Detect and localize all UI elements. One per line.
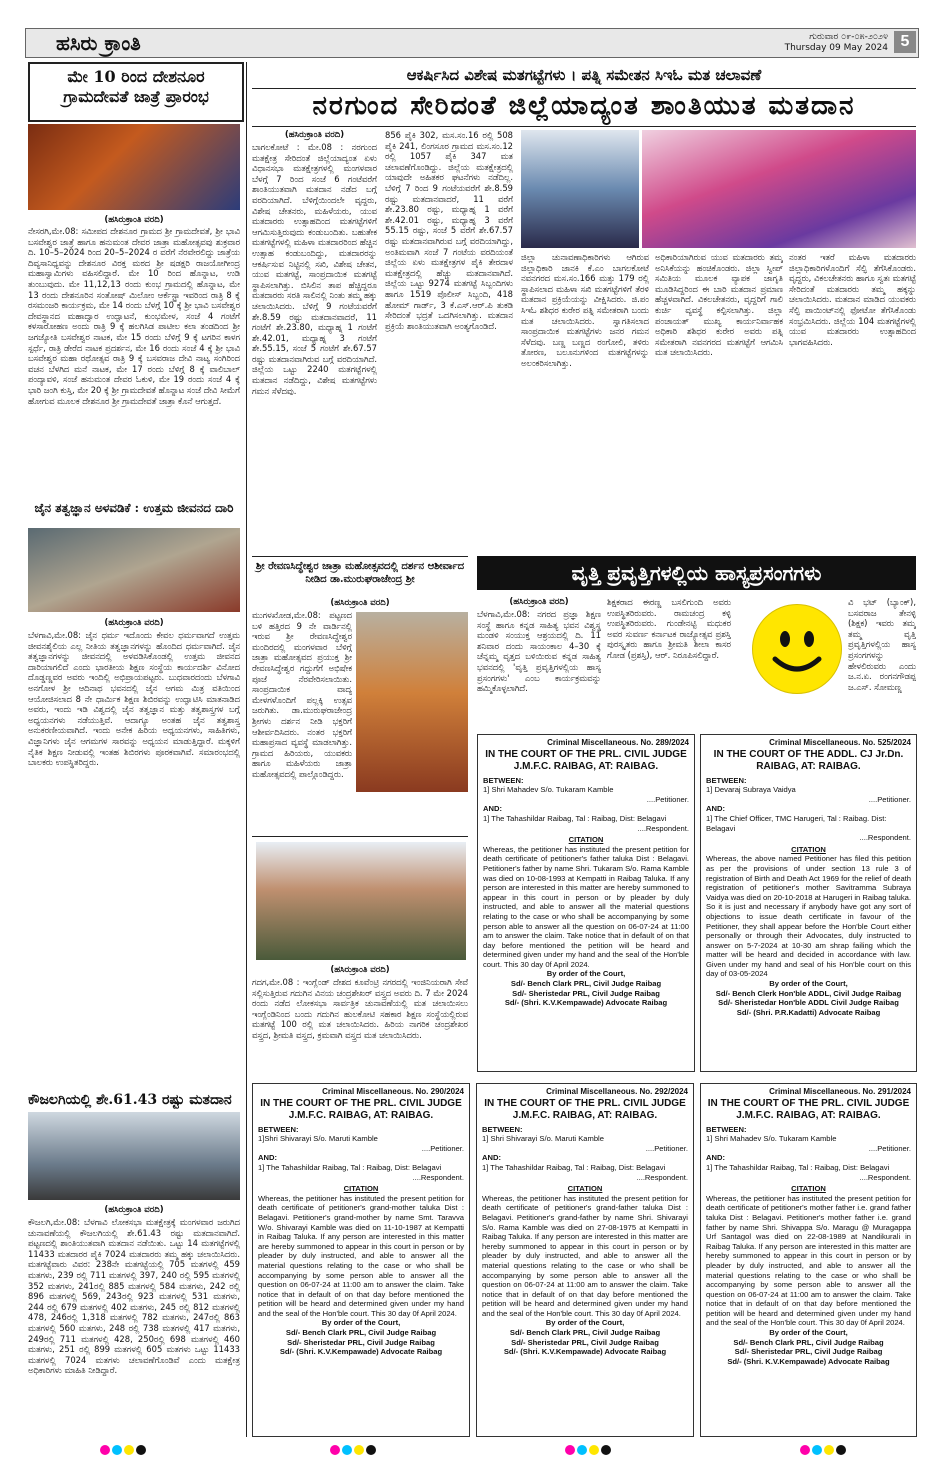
signature-right: Sd/- Sheristedar Hon'ble ADDL Civil Judge Raibag	[718, 998, 899, 1008]
article-body: ಕೌಜಲಗಿ,ಮೇ.08: ಬೆಳಗಾವಿ ಲೋಕಸಭಾ ಮತಕ್ಷೇತ್ರಕ್ಕೆ ಮಂಗಳವಾರ ಜರುಗಿದ ಚುನಾವಣೆಯಲ್ಲಿ ಕೌಜಲಗಿಯಲ್ಲಿ ಶೇ.61.43 ರಷ್ಟು ಮತದಾನವಾಗಿದೆ. ಪಟ್ಟಣದಲ್ಲಿ ಶಾಂತಿಯುತವಾಗಿ ಮತದಾನ ನಡೆಯಿತು. ಒಟ್ಟು 14 ಮತಗಟ್ಟೆಗಳಲ್ಲಿ 11433 ಮತದಾರರ ಪೈಕಿ 7024 ಮತದಾರರು ತಮ್ಮ ಹಕ್ಕು ಚಲಾಯಿಸಿದರು. ಮತಗಟ್ಟೆವಾರು ವಿವರ: 238ನೇ ಮತಗಟ್ಟೆಯಲ್ಲಿ 705 ಮತಗಳಲ್ಲಿ 459 ಮತಗಳು, 239 ರಲ್ಲಿ 711 ಮತಗಳಲ್ಲಿ 397, 240 ರಲ್ಲಿ 595 ಮತಗಳಲ್ಲಿ 352 ಮತಗಳು, 241ರಲ್ಲಿ 885 ಮತಗಳಲ್ಲಿ 584 ಮತಗಳು, 242 ರಲ್ಲಿ 896 ಮತಗಳಲ್ಲಿ 569, 243ರಲ್ಲಿ 923 ಮತಗಳಲ್ಲಿ 531 ಮತಗಳು, 244 ರಲ್ಲಿ 679 ಮತಗಳಲ್ಲಿ 402 ಮತಗಳು, 245 ರಲ್ಲಿ 812 ಮತಗಳಲ್ಲಿ 478, 246ರಲ್ಲಿ 1,318 ಮತಗಳಲ್ಲಿ 782 ಮತಗಳು, 247ರಲ್ಲಿ 863 ಮತಗಳಲ್ಲಿ 560 ಮತಗಳು, 248 ರಲ್ಲಿ 738 ಮತಗಳಲ್ಲಿ 417 ಮತಗಳು, 249ರಲ್ಲಿ 711 ಮತಗಳಲ್ಲಿ 428, 250ರಲ್ಲಿ 698 ಮತಗಳಲ್ಲಿ 460 ಮತಗಳು, 251 ರಲ್ಲಿ 899 ಮತಗಳಲ್ಲಿ 605 ಮತಗಳು ಒಟ್ಟು 11433 ಮತಗಳಲ್ಲಿ 7024 ಮತಗಳು ಚಲಾವಣೆಗೊಂಡಿವೆ ಎಂದು ಮತಕ್ಷೇತ್ರ ಅಧಿಕಾರಿಗಳು ಮಾಹಿತಿ ನೀಡಿದ್ದಾರೆ.	[28, 1217, 240, 1376]
cyan-dot	[812, 1445, 822, 1455]
rule	[252, 126, 916, 127]
voters-group-photo	[28, 1112, 240, 1200]
citation-label: CITATION	[791, 1184, 826, 1194]
signature-right: Sd/- Sheristedar PRL, Civil Judge Raibag	[512, 988, 660, 998]
rule	[252, 88, 916, 89]
between-label: BETWEEN:	[483, 775, 524, 785]
advocate-signature: Sd/- (Shri. K.V.Kempawade) Advocate Raibag	[504, 998, 668, 1008]
between-label: BETWEEN:	[482, 1124, 523, 1134]
respondent-name: 1] The Tahashildar Raibag, Tal : Raibag, Dist: Belagavi	[706, 1162, 890, 1172]
respondent-role: ....Respondent.	[636, 1172, 688, 1182]
and-label: AND:	[706, 1153, 725, 1163]
women-voters-photo	[642, 130, 916, 248]
page-number: 5	[894, 31, 916, 53]
petitioner-name: 1] Devaraj Subraya Vaidya	[706, 785, 796, 795]
issue-date	[785, 32, 888, 54]
left-story1-headline	[28, 62, 244, 122]
byline: (ಹಸಿರುಕ್ರಾಂತಿ ವರದಿ)	[104, 1205, 164, 1215]
signature-left: Sd/- Bench Clerk Hon'ble ADDL, Civil Judge Raibag	[715, 988, 902, 998]
citation-text: Whereas, the above named Petitioner has filed this petition as per the provisions of under section 13 rule 3 of registration of Birth and Death Act 1969 for the relief of death registration of petitioner's mother Savitramma Subraya Vaidya was died on 20-10-2018 at Harugeri in Raibag taluka. So it is just and necessary if anybody have got any sort of objections to issue death certificate in favour of the Petitioner, they shall appear before the Hon'ble Court either personally or through their Advocates, duly instructed to answer on 5-7-2024 at 10-30 am shrap failing which the matter will be heard and decided in accordance with law. Given under my hand and seal of his Hon'ble court on this day of 03-05-2024	[706, 854, 911, 979]
signature-left: Sd/- Bench Clark PRL, Civil Judge Raibag	[509, 1328, 661, 1338]
black-dot	[136, 1445, 146, 1455]
swamiji-photo	[356, 612, 468, 792]
humor-headline: ವೃತ್ತಿ ಪ್ರವೃತ್ತಿಗಳಲ್ಲಿಯ ಹಾಸ್ಯಪ್ರಸಂಗಗಳು	[477, 556, 916, 590]
article-body: ಜಿಲ್ಲಾ ಚುನಾವಣಾಧಿಕಾರಿಗಳು ಆಗಿರುವ ಜಿಲ್ಲಾಧಿಕಾರಿ ಜಾನಕಿ ಕೆ.ಎಂ ಬಾಗಲಕೋಟೆ ನವನಗರದ ಮಸ.ಸಂ.166 ಮತ್ತು 179 ರಲ್ಲಿ ಸ್ಥಾಪಿಸಲಾದ ಮಹಿಳಾ ಸಖಿ ಮತಗಟ್ಟೆಗಳಿಗೆ ತೆರಳಿ ಮತದಾನ ಪ್ರಕ್ರಿಯೆಯನ್ನು ವೀಕ್ಷಿಸಿದರು. ಜಿ.ಪಂ ಸಿಇಓ ಶಶಿಧರ ಕುರೇರ ಪತ್ನಿ ಸಮೇತರಾಗಿ ಬಂದು ಮತ ಚಲಾಯಿಸಿದರು. ಸ್ವಾಗತಿಸಲಾದ ಸಾಂಪ್ರದಾಯಿಕ ಮತಗಟ್ಟೆಗಳು ಜನರ ಗಮನ ಸೆಳೆದವು. ಬಣ್ಣ ಬಣ್ಣದ ರಂಗೋಲಿ, ತಳಿರು ತೋರಣ, ಬಲೂನುಗಳಿಂದ ಮತಗಟ್ಟೆಗಳನ್ನು ಅಲಂಕರಿಸಲಾಗಿತ್ತು.	[521, 252, 649, 368]
order-line: By order of the Court,	[546, 969, 626, 979]
legal-notice	[252, 1083, 470, 1437]
jain-event-photo	[28, 528, 240, 612]
citation-label: CITATION	[568, 835, 604, 845]
article-body: ಗದಗ,ಮೇ.08 : ಇಂಗ್ಲೆಂಡ್ ದೇಶದ ಕೂವೆಂಟ್ರಿ ನಗರದಲ್ಲಿ ಇಂಜಿನಿಯರಾಗಿ ಸೇವೆ ಸಲ್ಲಿಸುತ್ತಿರುವ ಗದುಗಿನ ವಿನಯ ಚಂದ್ರಶೇಖರ್ ವಸ್ತ್ರದ ಅವರು ದಿ. 7 ಮೇ 2024 ರಂದು ನಡೆದ ಲೋಕಸಭಾ ಸಾರ್ವತ್ರಿಕ ಚುನಾವಣೆಯಲ್ಲಿ ಮತ ಚಲಾಯಿಸಲು ಇಂಗ್ಲೆಂಡಿನಿಂದ ಬಂದು ಗದುಗಿನ ಹುಲಕೋಟಿ ಸಹಕಾರ ಶಿಕ್ಷಣ ಸಂಸ್ಥೆಯಲ್ಲಿರುವ ಮತಗಟ್ಟೆ 100 ರಲ್ಲಿ ಮತ ಚಲಾಯಿಸಿದರು. ಹಿರಿಯ ನಾಗರಿಕ ಚಂದ್ರಶೇಖರ ವಸ್ತ್ರದ, ಶ್ರೀಮತಿ ವಸ್ತ್ರದ, ಕ್ರಮವಾಗಿ ವಸ್ತ್ರದ ಮತ ಚಲಾಯಿಸಿದರು.	[252, 977, 468, 1040]
article-body: ಬೆಳಗಾವಿ,ಮೇ.08: ಜೈನ ಧರ್ಮ ಇದೊಂದು ಕೇವಲ ಧರ್ಮವಾಗದೆ ಉತ್ತಮ ಜೀವನಶೈಲಿಯ ಎಲ್ಲ ನೀತಿಯ ತತ್ವಜ್ಞಾನಗಳನ್ನು ಹೊಂದಿದ ಧರ್ಮವಾಗಿದೆ. ಜೈನ ತತ್ವಜ್ಞಾನಗಳನ್ನು ಜೀವನದಲ್ಲಿ ಅಳವಡಿಸಿಕೊಂಡಲ್ಲಿ ಉತ್ತಮ ಜೀವನದ ದಾರಿಯಾಗಲಿದೆ ಎಂದು ಭಾರತೀಯ ಶಿಕ್ಷಣ ಸಂಸ್ಥೆಯ ಕಾರ್ಯದರ್ಶಿ ವಿನೋದ ದೊಡ್ಡಣ್ಣವರ ಅವರು ಇಂದಿಲ್ಲಿ ಅಭಿಪ್ರಾಯಪಟ್ಟರು. ಬುಧವಾರದಂದು ಬೆಳಗಾವಿ ಅನಗೋಳ ಶ್ರೀ ಆದಿನಾಥ ಭವನದಲ್ಲಿ ಜೈನ ಆಗಮ ಮಿತ್ರ ವತಿಯಿಂದ ಆಯೋಜಿಸಲಾದ 8 ನೇ ಧಾರ್ಮಿಕ ಶಿಕ್ಷಣ ಶಿಬಿರವನ್ನು ಉದ್ಘಾಟಿಸಿ ಮಾತನಾಡಿದ ಅವರು, ಇಂದು ಇಡಿ ವಿಶ್ವದಲ್ಲಿ ಜೈನ ತತ್ವಜ್ಞಾನ ಮತ್ತು ತತ್ವಶಾಸ್ತ್ರಗಳ ಬಗ್ಗೆ ಅಧ್ಯಯನಗಳು ನಡೆಯುತ್ತಿವೆ. ಆದಾಗ್ಯೂ ಅಂತಹ ಜೈನ ತತ್ವಶಾಸ್ತ್ರ ಅನುಕರಣೀಯವಾಗಿದೆ. ಇಂದು ಅನೇಕ ಹಿರಿಯ ಅಧ್ಯಯನಗಳು, ಸಾಹಿತಿಗಳು, ವಿಜ್ಞಾನಿಗಳು ಜೈನ ಆಗಮಗಳ ಸಾರವನ್ನು ಅಧ್ಯಯನ ಮಾಡುತ್ತಿದ್ದಾರೆ. ಮಕ್ಕಳಿಗೆ ನೈತಿಕ ಶಿಕ್ಷಣ ನೀಡುವಲ್ಲಿ ಇಂತಹ ಶಿಬಿರಗಳು ಪೂರಕವಾಗಿವೆ. ಸಮಾರಂಭದಲ್ಲಿ ಬಾಲಕರು ಉಪಸ್ಥಿತರಿದ್ದರು.	[28, 630, 240, 768]
petitioner-role: ....Petitioner.	[645, 1143, 688, 1153]
byline: (ಹಸಿರುಕ್ರಾಂತಿ ವರದಿ)	[330, 598, 390, 608]
between-label: BETWEEN:	[258, 1124, 299, 1134]
citation-text: Whereas, the petitioner has instituted the present petition for death certificate of petitioner's grand-father taluka Dist : Belagavi. Petitioner's grand-father by name Shri. Shivarayi S/o. Rama Kamble was died on 27-08-1975 at Kempatti in Raibag Taluka. If any person are interested in this matter are hereby summoned to appear in this court in person or by pleader by duly instructed, and able to answer all the material questions relating to the case or who shall be accompanying by some person able to answer all the question on 06-07-24 at 11:00 am to answer the claim. Take notice that in default of on that day before mentioned the petition will be heard and determined given under my hand and the seal of the Hon'ble court. This 30 day 0f April 2024.	[482, 1193, 688, 1318]
court-name: IN THE COURT OF THE ADDL. CJ Jr.Dn. RAIBAG, AT: RAIBAG.	[713, 748, 904, 772]
and-label: AND:	[482, 1153, 501, 1163]
lead-headline: ನರಗುಂದ ಸೇರಿದಂತೆ ಜಿಲ್ಲೆಯಾದ್ಯಂತ ಶಾಂತಿಯುತ ಮತದಾನ	[312, 91, 856, 121]
magenta-dot	[330, 1445, 340, 1455]
byline: (ಹಸಿರುಕ್ರಾಂತಿ ವರದಿ)	[330, 965, 390, 975]
black-dot	[601, 1445, 611, 1455]
respondent-role: ....Respondent.	[412, 1172, 464, 1182]
left-story2-headline: ಜೈನ ತತ್ವಜ್ಞಾನ ಅಳವಡಿಕೆ : ಉತ್ತಮ ಜೀವನದ ದಾರಿ	[34, 501, 234, 515]
article-body: ಶಿಕ್ಷಕರಾದ ಈರಣ್ಣ ಬಸಲಿಗುಂದಿ ಅವರು ಉಪಸ್ಥಿತರಿರುವರು. ರಾಮಚಂದ್ರ ಕಳ್ಳಿ ಉಪಸ್ಥಿತರಿರುವರು. ಗುಂಡೇನಟ್ಟಿ ಮಧುಕರ ಅವರ ಸುವರ್ಣ ಕರ್ನಾಟಕ ರಾಜ್ಯೋತ್ಸವ ಪ್ರಶಸ್ತಿ ಪುರಸ್ಕೃತರು ಹಾಗೂ ಶ್ರೀಮತಿ ಶೀಲಾ ಕಾಸರ ಗೋಡ (ಪ್ರಶಸ್ತಿ), ಆರ್. ನಿರೂಪಿಸಲಿದ್ದಾರೆ.	[607, 597, 731, 660]
petitioner-name: 1] Shri Mahadev S/o. Tukaram Kamble	[706, 1134, 837, 1144]
legal-notice	[700, 1083, 917, 1437]
case-number: Criminal Miscellaneous. No. 525/2024	[769, 738, 911, 747]
advocate-signature: Sd/- (Shri. P.R.Kadatti) Advocate Raibag	[736, 1007, 881, 1017]
article-body: ಮುಗಳಖೋಡ,ಮೇ.08: ಪಟ್ಟಣದ ಬಳಿ ಹತ್ತಿರದ 9 ನೇ ವಾರ್ಡಿನಲ್ಲಿ ಇರುವ ಶ್ರೀ ರೇವಣಸಿದ್ಧೇಶ್ವರ ಮಂದಿರದಲ್ಲಿ ಮಂಗಳವಾರ ಬೆಳಿಗ್ಗೆ ಜಾತ್ರಾ ಮಹೋತ್ಸವದ ಪ್ರಯುಕ್ತ ಶ್ರೀ ರೇವಣಸಿದ್ಧೇಶ್ವರ ಗದ್ದುಗೆಗೆ ಅಭಿಷೇಕ ಪೂಜೆ ನೆರವೇರಿಸಲಾಯಿತು. ಸಾಂಪ್ರದಾಯಿಕ ವಾದ್ಯ ಮೇಳಗಳೊಂದಿಗೆ ಪಲ್ಲಕ್ಕಿ ಉತ್ಸವ ಜರುಗಿತು. ಡಾ.ಮುರುಘರಾಜೇಂದ್ರ ಶ್ರೀಗಳು ದರ್ಶನ ನೀಡಿ ಭಕ್ತರಿಗೆ ಆಶೀರ್ವದಿಸಿದರು. ನಂತರ ಭಕ್ತರಿಗೆ ಮಹಾಪ್ರಸಾದ ವ್ಯವಸ್ಥೆ ಮಾಡಲಾಗಿತ್ತು. ಗ್ರಾಮದ ಹಿರಿಯರು, ಯುವಕರು ಹಾಗೂ ಮಹಿಳೆಯರು ಜಾತ್ರಾ ಮಹೋತ್ಸವದಲ್ಲಿ ಪಾಲ್ಗೊಂಡಿದ್ದರು.	[252, 610, 352, 779]
registration-marks	[330, 1440, 390, 1452]
headline-line: ಗ್ರಾಮದೇವತೆ ಜಾತ್ರೆ ಪ್ರಾರಂಭ	[63, 87, 209, 106]
court-name: IN THE COURT OF THE PRL. CIVIL JUDGE J.M.F.C. RAIBAG, AT: RAIBAG.	[707, 1097, 910, 1121]
signature-left: Sd/- Bench Clark PRL, Civil Judge Raibag	[510, 979, 662, 989]
cyan-dot	[112, 1445, 122, 1455]
article-body: 856 ಪೈಕಿ 302, ಮಸ.ಸಂ.16 ರಲ್ಲಿ 508 ಪೈಕಿ 241, ಲಿಂಗಸೂರ ಗ್ರಾಮದ ಮಸ.ಸಂ.12 ರಲ್ಲಿ 1057 ಪೈಕಿ 347 ಮತ ಚಲಾವಣೆಗೊಂಡಿದ್ದು. ಜಿಲ್ಲೆಯ ಮತಕ್ಷೇತ್ರದಲ್ಲಿ ಯಾವುದೇ ಅಹಿತಕರ ಘಟನೆಗಳು ನಡೆದಿಲ್ಲ. ಬೆಳಿಗ್ಗೆ 7 ರಿಂದ 9 ಗಂಟೆಯವರೆಗೆ ಶೇ.8.59 ರಷ್ಟು ಮತದಾನವಾದರೆ, 11 ವರೆಗೆ ಶೇ.23.80 ರಷ್ಟು, ಮಧ್ಯಾಹ್ನ 1 ವರೆಗೆ ಶೇ.42.01 ರಷ್ಟು, ಮಧ್ಯಾಹ್ನ 3 ವರೆಗೆ 55.15 ರಷ್ಟು, ಸಂಜೆ 5 ವರೆಗೆ ಶೇ.67.57 ರಷ್ಟು ಮತದಾನವಾಗಿರುವ ಬಗ್ಗೆ ವರದಿಯಾಗಿದ್ದು, ಅಂತಿಮವಾಗಿ ಸಂಜೆ 7 ಗಂಟೆಯ ವರದಿಯಂತೆ ಜಿಲ್ಲೆಯ ಏಳು ಮತಕ್ಷೇತ್ರಗಳ ಪೈಕಿ ತೇರದಾಳ ಮತಕ್ಷೇತ್ರದಲ್ಲಿ ಹೆಚ್ಚು ಮತದಾನವಾಗಿದೆ. ಜಿಲ್ಲೆಯ ಒಟ್ಟು 9274 ಮತಗಟ್ಟೆ ಸಿಬ್ಬಂದಿಗಳು ಹಾಗೂ 1519 ಪೊಲೀಸ್ ಸಿಬ್ಬಂದಿ, 418 ಹೋಮ್ ಗಾರ್ಡ್, 3 ಕೆ.ಎಸ್.ಆರ್.ಪಿ ತುಕಡಿ ಸೇರಿದಂತೆ ಭದ್ರತೆ ಒದಗಿಸಲಾಗಿತ್ತು. ಮತದಾನ ಪ್ರಕ್ರಿಯೆ ಶಾಂತಿಯುತವಾಗಿ ಅಂತ್ಯಗೊಂಡಿದೆ.	[385, 130, 513, 331]
court-name: IN THE COURT OF THE PRL. CIVIL JUDGE J.M.F.C. RAIBAG, AT: RAIBAG.	[485, 748, 687, 772]
advocate-signature: Sd/- (Shri. K.V.Kempawade) Advocate Raibag	[279, 1347, 443, 1357]
left-story3-headline: ಕೌಜಲಗಿಯಲ್ಲಿ ಶೇ.61.43 ರಷ್ಟು ಮತದಾನ	[28, 1092, 232, 1108]
masthead	[25, 28, 919, 58]
family-voters-photo	[256, 842, 466, 960]
article-body: ಬೆಳಗಾವಿ,ಮೇ.08: ನಗರದ ಪ್ರಜ್ಞಾ ಶಿಕ್ಷಣ ಸಂಸ್ಥೆ ಹಾಗೂ ಕನ್ನಡ ಸಾಹಿತ್ಯ ಭವನ ವಿಶ್ವಸ್ಥ ಮಂಡಳಿ ಸಂಯುಕ್ತ ಆಶ್ರಯದಲ್ಲಿ ದಿ. 11 ಶನಿವಾರ ದಂದು ಸಾಯಂಕಾಲ 4–30 ಕ್ಕೆ ಚೆನ್ನಮ್ಮ ವೃತ್ತದ ಬಳಿಯಿರುವ ಕನ್ನಡ ಸಾಹಿತ್ಯ ಭವನದಲ್ಲಿ 'ವೃತ್ತಿ ಪ್ರವೃತ್ತಿಗಳಲ್ಲಿಯ ಹಾಸ್ಯ ಪ್ರಸಂಗಗಳು' ಎಂಬ ಕಾರ್ಯಕ್ರಮವನ್ನು ಹಮ್ಮಿಕೊಳ್ಳಲಾಗಿದೆ.	[477, 609, 601, 694]
rule	[252, 836, 468, 837]
citation-label: CITATION	[791, 844, 826, 854]
signature-right: Sd/- Sheristedar PRL, Civil Judge Raibag	[287, 1337, 435, 1347]
petitioner-role: ....Petitioner.	[421, 1143, 464, 1153]
registration-marks	[565, 1440, 625, 1452]
petitioner-name: 1]Shri Shivarayi S/o. Maruti Kamble	[258, 1134, 378, 1144]
temple-deity-photo	[28, 124, 240, 210]
citation-label: CITATION	[343, 1184, 379, 1194]
respondent-name: 1] The Tahashildar Raibag, Tal : Raibag, Dist: Belagavi	[258, 1162, 442, 1172]
ceo-couple-photo	[521, 130, 639, 248]
magenta-dot	[100, 1445, 110, 1455]
revana-headline: ಶ್ರೀ ರೇವಣಸಿದ್ಧೇಶ್ವರ ಜಾತ್ರಾ ಮಹೋತ್ಸವದಲ್ಲಿ ದರ್ಶನ ಆಶೀರ್ವಾದ ನೀಡಿದ ಡಾ.ಮುರುಘರಾಜೇಂದ್ರ ಶ್ರೀ	[255, 561, 465, 585]
column-divider	[246, 62, 247, 1437]
yellow-dot	[124, 1445, 134, 1455]
order-line: By order of the Court,	[769, 979, 848, 989]
magenta-dot	[800, 1445, 810, 1455]
cyan-dot	[577, 1445, 587, 1455]
signature-left: Sd/- Bench Clark PRL, Civil Judge Raibag	[733, 1337, 884, 1347]
advocate-signature: Sd/- (Shri. K.V.Kempawade) Advocate Raibag	[727, 1356, 890, 1366]
respondent-name: 1] The Tahashildar Raibag, Tal : Raibag, Dist: Belagavi	[483, 813, 667, 823]
respondent-name: 1] The Tahashildar Raibag, Tal : Raibag, Dist: Belagavi	[482, 1162, 666, 1172]
court-name: IN THE COURT OF THE PRL. CIVIL JUDGE J.M.F.C. RAIBAG, AT: RAIBAG.	[260, 1097, 462, 1121]
article-body: ಅಧಿಕಾರಿಯಾಗಿರುವ ಯುವ ಮತದಾರರು ತಮ್ಮ ಅನಿಸಿಕೆಯನ್ನು ಹಂಚಿಕೊಂಡರು. ಜಿಲ್ಲಾ ಸ್ವೀಪ್ ಸಮಿತಿಯ ಮೂಲಕ ವ್ಯಾಪಕ ಜಾಗೃತಿ ಮೂಡಿಸಿದ್ದರಿಂದ ಈ ಬಾರಿ ಮತದಾನ ಪ್ರಮಾಣ ಹೆಚ್ಚಳವಾಗಿದೆ. ವಿಕಲಚೇತನರು, ವೃದ್ದರಿಗೆ ಗಾಲಿ ಕುರ್ಚಿ ವ್ಯವಸ್ಥೆ ಕಲ್ಪಿಸಲಾಗಿತ್ತು. ಜಿಲ್ಲಾ ಪಂಚಾಯತ್ ಮುಖ್ಯ ಕಾರ್ಯನಿರ್ವಾಹಕ ಅಧಿಕಾರಿ ಶಶಿಧರ ಕುರೇರ ಅವರು ಪತ್ನಿ ಸಮೇತರಾಗಿ ನವನಗರದ ಮತಗಟ್ಟೆಗೆ ಆಗಮಿಸಿ ಮತ ಚಲಾಯಿಸಿದರು.	[655, 252, 783, 358]
court-name: IN THE COURT OF THE PRL. CIVIL JUDGE J.M.F.C. RAIBAG, AT: RAIBAG.	[484, 1097, 686, 1121]
legal-notice	[700, 734, 917, 1072]
between-label: BETWEEN:	[706, 775, 747, 785]
and-label: AND:	[483, 804, 502, 814]
respondent-role: ....Respondent.	[859, 833, 911, 843]
rule	[252, 556, 468, 557]
cyan-dot	[342, 1445, 352, 1455]
citation-text: Whereas, the petitioner has instituted the present petition for death certificate of petitioner's mother father i.e. grand father taluka Dist : Belagavi. Petitioner's mother father i.e. grand father by name Shri. Shivappa S/o. Maragu @ Muragappa Urf Santagol was died on 22-08-1989 at Nandikurali in Raibag Taluka. If any person are interested in this matter are hereby summoned to appear in this court in person or by pleader by duly instructed, and able to answer all the material questions relating to the case or who shall be accompanying by some person able to answer all the question on 06-07-24 at 11:00 am to answer the claim. Take notice that in default of on that day before mentioned the petition will be heard and determined given under my hand and the seal of the Hon'ble court. This 30 day 0f April 2024.	[706, 1193, 911, 1328]
headline-line: ಮೇ 10 ರಿಂದ ದೇಶನೂರ	[67, 67, 205, 86]
order-line: By order of the Court,	[545, 1318, 625, 1328]
petitioner-name: 1] Shri Shivarayi S/o. Maruti Kamble	[482, 1134, 604, 1144]
respondent-role: ....Respondent.	[859, 1172, 911, 1182]
and-label: AND:	[706, 804, 725, 814]
petitioner-name: 1] Shri Mahadev S/o. Tukaram Kamble	[483, 785, 614, 795]
respondent-role: ....Respondent.	[637, 823, 689, 833]
black-dot	[366, 1445, 376, 1455]
article-body: ಬಾಗಲಕೋಟೆ : ಮೇ.08 : ನರಗುಂದ ಮತಕ್ಷೇತ್ರ ಸೇರಿದಂತೆ ಜಿಲ್ಲೆಯಾದ್ಯಂತ ಏಳು ವಿಧಾನಸಭಾ ಮತಕ್ಷೇತ್ರಗಳಲ್ಲಿ ಮಂಗಳವಾರ ಬೆಳಗ್ಗೆ 7 ರಿಂದ ಸಂಜೆ 6 ಗಂಟೆವರೆಗೆ ಶಾಂತಿಯುತವಾಗಿ ಮತದಾನ ನಡೆದ ಬಗ್ಗೆ ವರದಿಯಾಗಿದೆ. ಬೆಳಿಗ್ಗೆಯಿಂದಲೇ ವೃದ್ದರು, ವಿಶೇಷ ಚೇತನರು, ಮಹಿಳೆಯರು, ಯುವ ಮತದಾರರು ಉತ್ಸಾಹದಿಂದ ಮತಗಟ್ಟೆಗಳಿಗೆ ಆಗಮಿಸುತ್ತಿರುವುದು ಕಂಡುಬಂದಿತು. ಬಹುತೇಕ ಮತಗಟ್ಟೆಗಳಲ್ಲಿ ಮಹಿಳಾ ಮತದಾರರಿಂದ ಹೆಚ್ಚಿನ ಉತ್ಸಾಹ ಕಂಡುಬಂದಿದ್ದು, ಮತದಾರರನ್ನು ಆಕರ್ಷಿಸುವ ನಿಟ್ಟಿನಲ್ಲಿ ಸಖಿ, ವಿಶೇಷ ಚೇತನ, ಯುವ ಮತಗಟ್ಟೆ, ಸಾಂಪ್ರದಾಯಿಕ ಮತಗಟ್ಟೆ ಸ್ಥಾಪಿಸಲಾಗಿತ್ತು. ಬಿಸಿಲಿನ ತಾಪ ಹೆಚ್ಚಿದ್ದರೂ ಮತದಾರರು ಸರತಿ ಸಾಲಿನಲ್ಲಿ ನಿಂತು ತಮ್ಮ ಹಕ್ಕು ಚಲಾಯಿಸಿದರು. ಬೆಳಿಗ್ಗೆ 9 ಗಂಟೆಯವರೆಗೆ ಶೇ.8.59 ರಷ್ಟು ಮತದಾನವಾದರೆ, 11 ಗಂಟೆಗೆ ಶೇ.23.80, ಮಧ್ಯಾಹ್ನ 1 ಗಂಟೆಗೆ ಶೇ.42.01, ಮಧ್ಯಾಹ್ನ 3 ಗಂಟೆಗೆ ಶೇ.55.15, ಸಂಜೆ 5 ಗಂಟೆಗೆ ಶೇ.67.57 ರಷ್ಟು ಮತದಾನವಾಗಿರುವ ಬಗ್ಗೆ ವರದಿಯಾಗಿದೆ. ಜಿಲ್ಲೆಯ ಒಟ್ಟು 2240 ಮತಗಟ್ಟೆಗಳಲ್ಲಿ ಮತದಾನ ನಡೆದಿದ್ದು, ವಿಶೇಷ ಮತಗಟ್ಟೆಗಳು ಗಮನ ಸೆಳೆದವು.	[252, 142, 377, 396]
paper-name: ಹಸಿರು ಕ್ರಾಂತಿ	[56, 31, 141, 55]
petitioner-role: ....Petitioner.	[646, 794, 689, 804]
respondent-name: 1] The Chief Officer, TMC Harugeri, Tal : Raibag. Dist: Belagavi	[706, 813, 887, 833]
advocate-signature: Sd/- (Shri. K.V.Kempawade) Advocate Raibag	[503, 1347, 667, 1357]
smiley-face-icon	[753, 605, 841, 693]
lead-kicker: ಆಕರ್ಷಿಸಿದ ವಿಶೇಷ ಮತಗಟ್ಟೆಗಳು । ಪತ್ನಿ ಸಮೇತನ ಸಿಇಓ ಮತ ಚಲಾವಣೆ	[406, 66, 762, 84]
byline: (ಹಸಿರುಕ್ರಾಂತಿ ವರದಿ)	[509, 597, 569, 607]
signature-right: Sd/- Sheristedar PRL, Civil Judge Raibag	[511, 1337, 659, 1347]
order-line: By order of the Court,	[321, 1318, 401, 1328]
registration-marks	[800, 1440, 860, 1452]
signature-left: Sd/- Bench Clark PRL, Civil Judge Raibag	[285, 1328, 437, 1338]
citation-text: Whereas, the petitioner has instituted the present petition for death certificate of petitioner's father taluka Dist : Belagavi. Petitioner's father by name Shri. Tukaram S/o. Rama Kamble was died on 10-08-1993 at Kempatti in Raibag Taluka. If any person are interested in this matter are hereby summoned to appear in this court in person or by pleader by duly instructed, and able to answer all the material questions relating to the case or who shall be accompanying by some person able to answer all the question on 06-07-24 at 11:00 am to answer the claim. Take notice that in default of on that day before mentioned the petition will be heard and determined given under my hand and the seal of the Hon'ble court. This 30 day 0f April 2024.	[483, 844, 689, 969]
case-number: Criminal Miscellaneous. No. 292/2024	[546, 1087, 688, 1096]
legal-notice	[477, 734, 695, 1072]
article-body: ನೇಸರಗಿ,ಮೇ.08: ಸಮೀಪದ ದೇಶನೂರ ಗ್ರಾಮದ ಶ್ರೀ ಗ್ರಾಮದೇವತೆ, ಶ್ರೀ ಭಾವಿ ಬಸವೇಶ್ವರ ಜಾತ್ರೆ ಹಾಗೂ ಹನುಮಂತ ದೇವರ ಜಾತ್ರಾ ಮಹೋತ್ಸವವು ಶುಕ್ರವಾರ ದಿ. 10–5–2024 ರಿಂದ 20–5–2024 ರ ವರೆಗೆ ನೆರವೇರಲಿದ್ದು ಜಾತ್ರೆಯ ದಿವ್ಯಸಾನಿಧ್ಯವನ್ನು ದೇಶನೂರ ವಿರಕ್ತ ಮಠದ ಶ್ರೀ ಷಡಕ್ಷರಿ ರಾಜಯೋಗೀಂದ್ರ ಮಹಾಸ್ವಾಮಿಗಳು ವಹಿಸಲಿದ್ದಾರೆ. ಮೇ 10 ರಿಂದ ಹೊನ್ನಾಟ, ಉಡಿ ತುಂಬುವುದು. ಮೇ 11,12,13 ರಂದು ಕುಂಭ ಗ್ರಾಮದಲ್ಲಿ ಹೊನ್ನಾಟ, ಮೇ 13 ರಂದು ದೇಶನೂರಿನ ಸಂತೋಷ್ ಮಿಲೋಂ ಆರ್ಕೆಸ್ಟ್ರಾ ಇವರಿಂದ ರಾತ್ರಿ 8 ಕ್ಕೆ ರಸಮಂಜರಿ ಕಾರ್ಯಕ್ರಮ, ಮೇ 14 ರಂದು ಬೆಳಗ್ಗೆ 10 ಕ್ಕೆ ಶ್ರೀ ಭಾವಿ ಬಸವೇಶ್ವರ ದೇವಸ್ಥಾನದ ಮಹಾದ್ವಾರ ಉದ್ಘಾಟನೆ, ಕುಂಭಮೇಳ, ಸಂಜೆ 4 ಗಂಟೆಗೆ ಕಳಸಾರೋಹಣ ಅಂದು ರಾತ್ರಿ 9 ಕ್ಕೆ ಹಲಗಿಸಿಡ ಪಾಟೀಲ ಕಲಾ ತಂಡದಿಂದ ಶ್ರೀ ಜಗಜ್ಯೋತಿ ಬಸವೇಶ್ವರ ನಾಟಕ, ಮೇ 15 ರಂದು ಬೆಳಿಗ್ಗೆ 9 ಕ್ಕೆ ಟಗರಿನ ಕಾಳಗ ಸ್ಪರ್ಧೆ, ರಾತ್ರಿ ಡೇರೆದ ನಾಟಕ ಪ್ರದರ್ಶನ, ಮೇ 16 ರಂದು ಸಂಜೆ 4 ಕ್ಕೆ ಶ್ರೀ ಭಾವಿ ಬಸವೇಶ್ವರ ಮಹಾ ರಥೋತ್ಸವ ರಾತ್ರಿ 9 ಕ್ಕೆ ಬಸವರಾಜ ದೇವಿ ನಾಟ್ಯ ಸಂಗಿರಿಂದ ವಚನ ಬೆಳಗಿದ ಮನೆ ನಾಟಕ, ಮೇ 17 ರಂದು ಬೆಳಿಗ್ಗೆ 8 ಕ್ಕೆ ವಾಲಿಬಾಲ್ ಪಂದ್ಯಾವಳಿ, ಸಂಜೆ ಹನುಮಂತ ದೇವರ ಓಕುಳಿ, ಮೇ 19 ರಂದು ಸಂಜೆ 4 ಕ್ಕೆ ಭಾರಿ ಜಂಗಿ ಕುಸ್ತಿ, ಮೇ 20 ಕ್ಕೆ ಶ್ರೀ ಗ್ರಾಮದೇವತೆ ಹೊನ್ನಾಟ ಸಂಜೆ ದೇವಿ ಸೀಮೆಗೆ ಹೋಗುವ ಮೂಲಕ ದೇಶನೂರ ಶ್ರೀ ಗ್ರಾಮದೇವತೆ ಜಾತ್ರಾ ಕೊನೆ ಆಗುತ್ತದೆ.	[28, 226, 240, 406]
citation-label: CITATION	[567, 1184, 603, 1194]
article-body: ವಿ ಭಟ್ (ಬ್ಯಾಂಕ್), ಬಸವರಾಜ ತೇನಳ್ಳಿ (ಶಿಕ್ಷಕ) ಇವರು ತಮ್ಮ ತಮ್ಮ ವೃತ್ತಿ ಪ್ರವೃತ್ತಿಗಳಲ್ಲಿಯ ಹಾಸ್ಯ ಪ್ರಸಂಗಗಳನ್ನು ಹೇಳಲಿರುವರು ಎಂದು ಜ.ನ.ಏ. ರಂಗನಗೌಡಪ್ಪ ಜ.ಎಸ್. ಸೋಮಣ್ಣ	[848, 597, 916, 692]
between-label: BETWEEN:	[706, 1124, 747, 1134]
order-line: By order of the Court,	[769, 1328, 848, 1338]
smiley-icon	[752, 604, 842, 694]
case-number: Criminal Miscellaneous. No. 290/2024	[322, 1087, 464, 1096]
black-dot	[836, 1445, 846, 1455]
signature-right: Sd/- Sheristedar PRL, Civil Judge Raibag	[734, 1347, 883, 1357]
byline: (ಹಸಿರುಕ್ರಾಂತಿ ವರದಿ)	[104, 215, 164, 225]
date-english: Thursday 09 May 2024	[784, 43, 888, 53]
yellow-dot	[589, 1445, 599, 1455]
petitioner-role: ....Petitioner.	[868, 794, 911, 804]
yellow-dot	[354, 1445, 364, 1455]
legal-notice	[476, 1083, 694, 1437]
petitioner-role: ....Petitioner.	[868, 1143, 911, 1153]
case-number: Criminal Miscellaneous. No. 289/2024	[547, 738, 689, 747]
case-number: Criminal Miscellaneous. No. 291/2024	[769, 1087, 911, 1096]
citation-text: Whereas, the petitioner has instituted the present petition for death certificate of petitioner's grand-mother taluka Dist : Belagavi. Petitioner's grand-mother by name Smt. Taravva W/o. Shivarayi Kamble was died on 11-10-1987 at Kempatti in Raibag Taluka. If any person are interested in this matter are hereby summoned to appear in this court in person or by pleader by duly instructed, and able to answer all the material questions relating to the case or who shall be accompanying by some person able to answer all the question on 06-07-24 at 11:00 am to answer the claim. Take notice that in default of on that day before mentioned the petition will be heard and determined given under my hand and the seal of the Hon'ble court. This 30 day 0f April 2024.	[258, 1193, 464, 1318]
byline: (ಹಸಿರುಕ್ರಾಂತಿ ವರದಿ)	[104, 618, 164, 628]
and-label: AND:	[258, 1153, 277, 1163]
byline: (ಹಸಿರುಕ್ರಾಂತಿ ವರದಿ)	[284, 130, 345, 140]
registration-marks	[100, 1440, 160, 1452]
yellow-dot	[824, 1445, 834, 1455]
article-body: ನಂತರ ಇತರೆ ಮಹಿಳಾ ಮತದಾರರು ಜಿಲ್ಲಾಧಿಕಾರಿಗಳೊಂದಿಗೆ ಸೆಲ್ಫಿ ತೆಗೆಸಿಕೊಂಡರು. ವೃದ್ದರು, ವಿಕಲಚೇತನರು ಹಾಗೂ ಸ್ವತಃ ಮತಗಟ್ಟೆ ಸೇರಿದಂತೆ ಮತದಾರರು ತಮ್ಮ ಹಕ್ಕನ್ನು ಚಲಾಯಿಸಿದರು. ಮತದಾನ ಮಾಡಿದ ಯುವಕರು ಸೆಲ್ಫಿ ಪಾಯಿಂಟ್‌ನಲ್ಲಿ ಫೋಟೋ ತೆಗೆಸಿಕೊಂಡು ಸಂಭ್ರಮಿಸಿದರು. ಜಿಲ್ಲೆಯ 104 ಮತಗಟ್ಟೆಗಳಲ್ಲಿ ಯುವ ಮತದಾರರು ಉತ್ಸಾಹದಿಂದ ಭಾಗವಹಿಸಿದರು.	[789, 252, 916, 347]
magenta-dot	[565, 1445, 575, 1455]
date-kannada: ಗುರುವಾರ ೦೯-೦೫-೨೦೨೪	[809, 32, 888, 42]
